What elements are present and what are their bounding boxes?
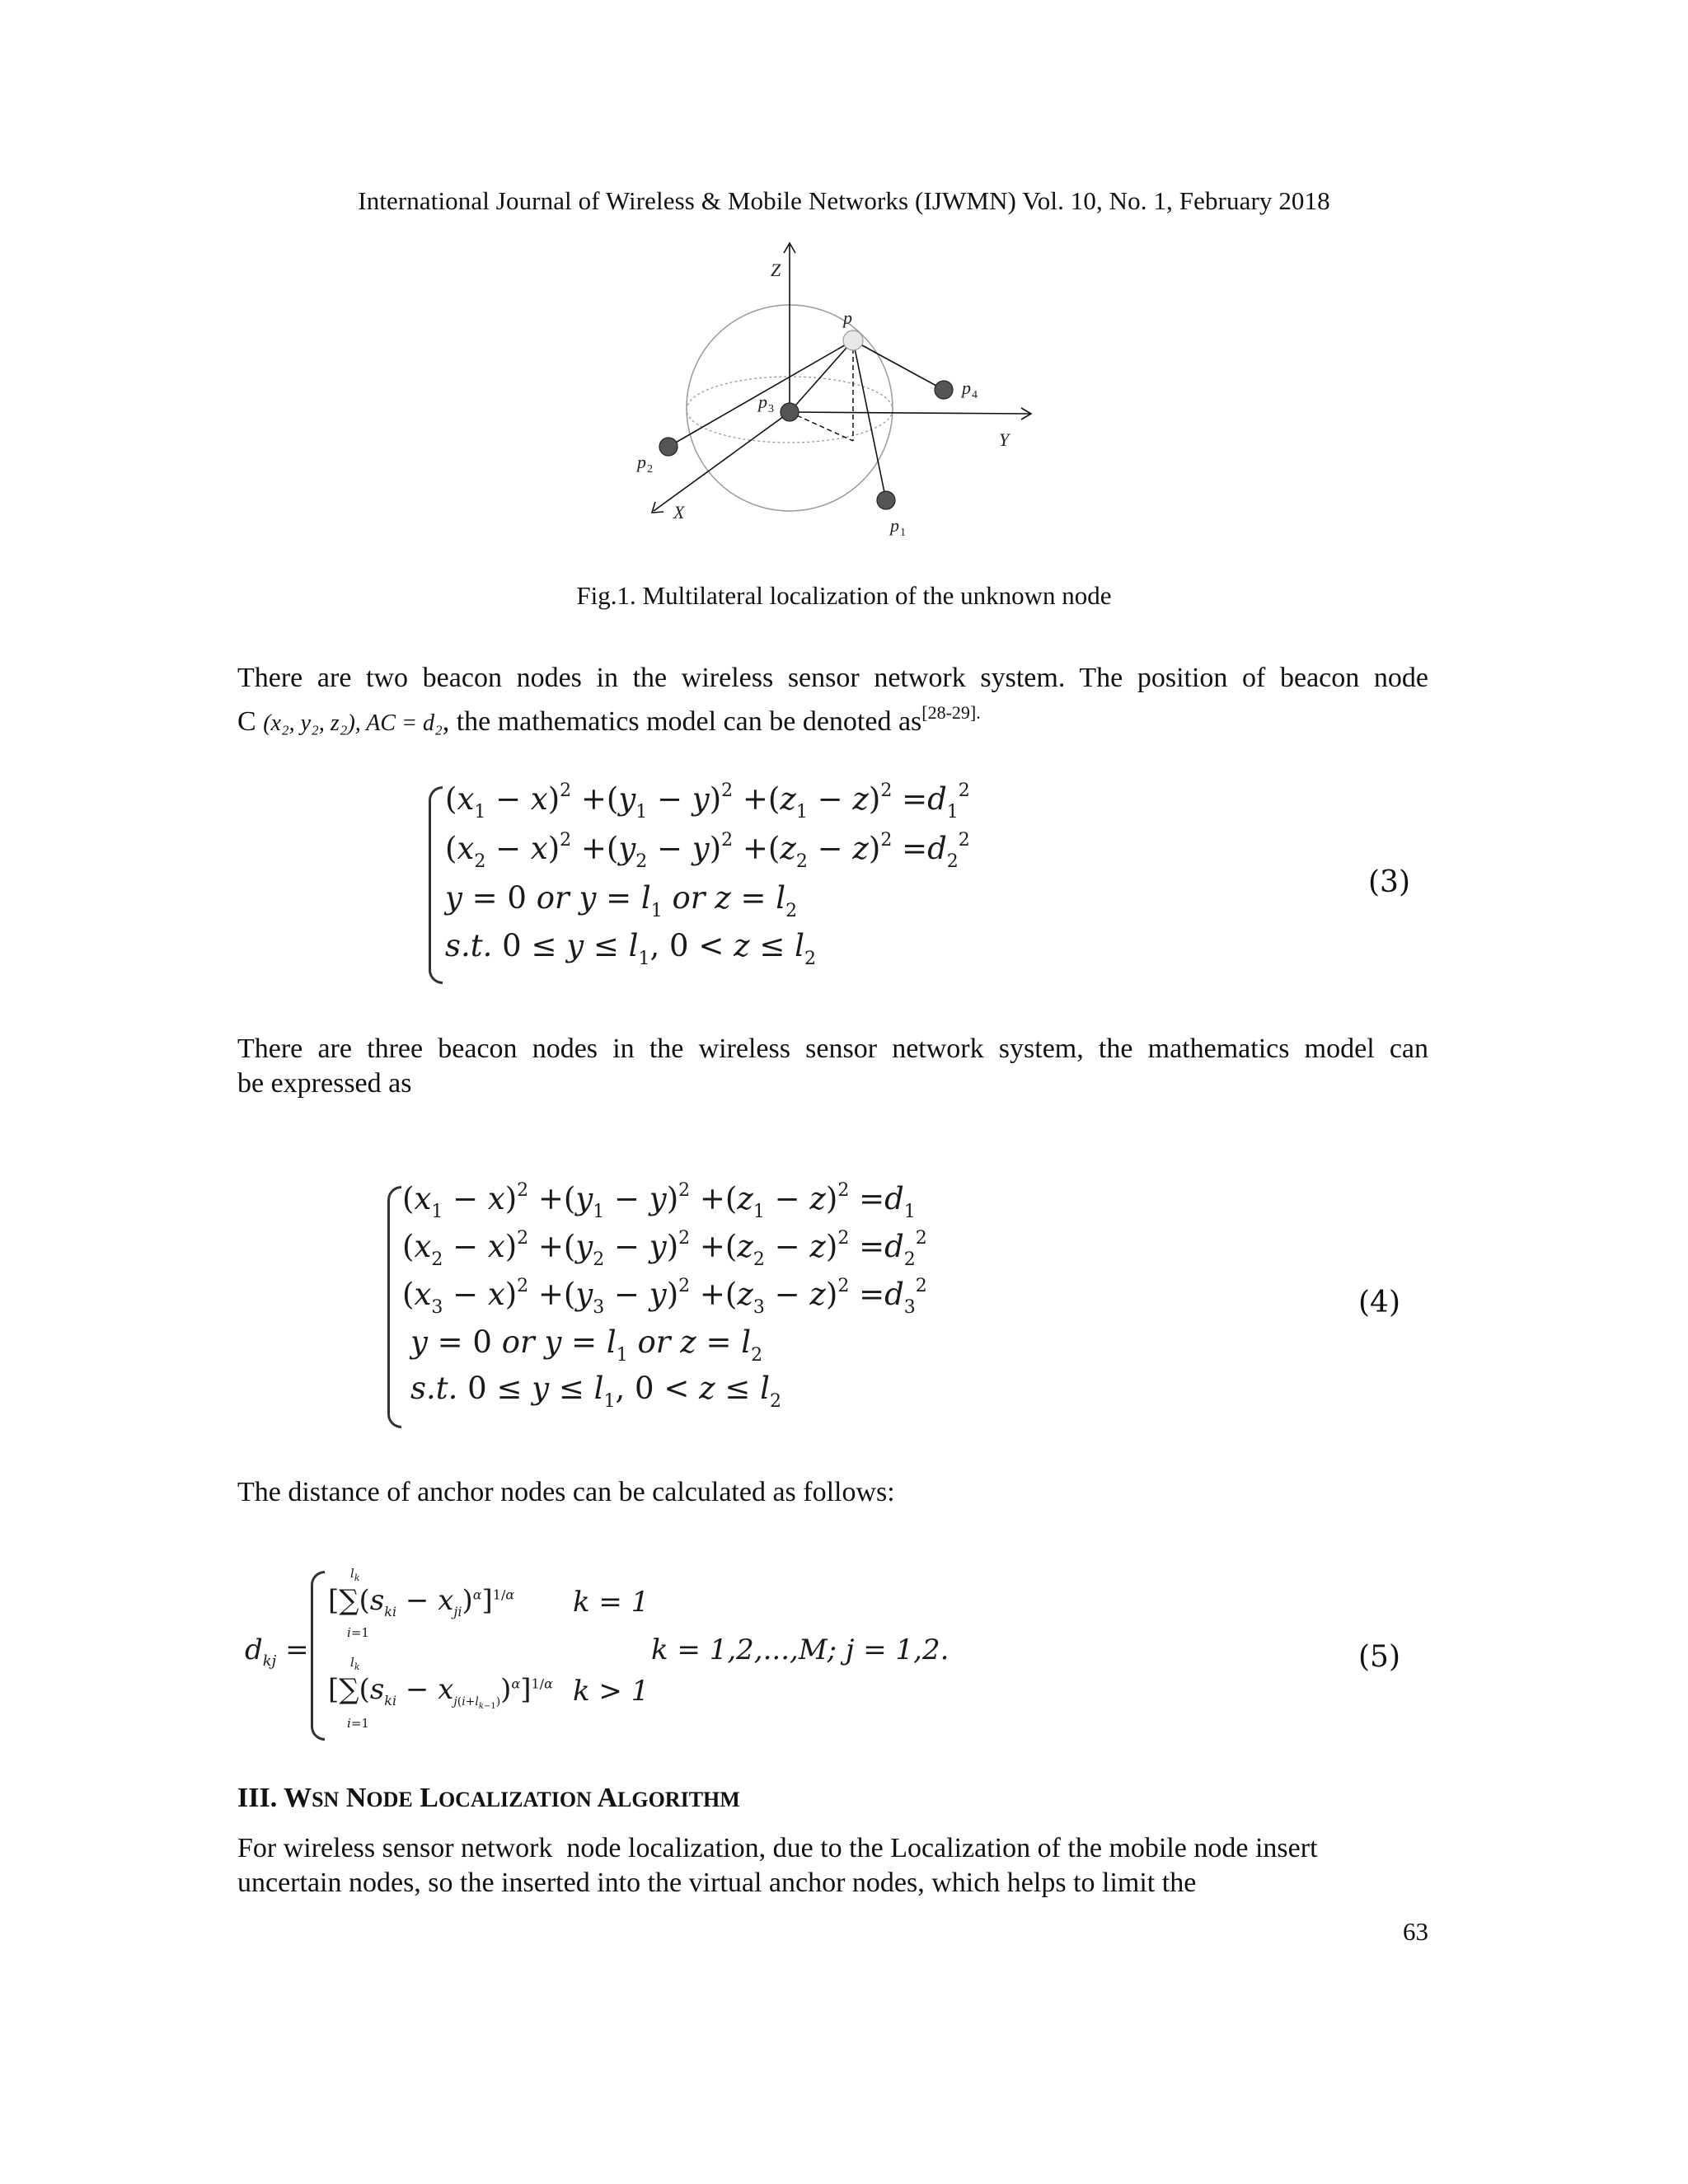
eq3-line-3: y = 0 or $y = l_1$ or $z = l_2$	[445, 880, 798, 921]
node-label-p4-base: p	[962, 377, 971, 398]
heading-cap: L	[420, 1783, 438, 1813]
paragraph-line: For wireless sensor network node localization, due to the Localization of the mobile node insert	[237, 1833, 1318, 1863]
heading-smallcaps: OCALIZATION	[438, 1788, 592, 1811]
heading-smallcaps: LGORITHM	[617, 1788, 740, 1811]
x-axis-line	[654, 412, 790, 511]
paragraph-line: There are two beacon nodes in the wireless sensor network system. The position of beacon node	[237, 663, 1428, 693]
eq5-range	[651, 1633, 949, 1666]
unknown-node-p	[843, 330, 863, 350]
math-coords: (x₂, y₂, z₂)	[263, 710, 355, 736]
eq5-cond-1-text: k = 1	[573, 1586, 649, 1619]
edge-p-p3	[790, 340, 853, 412]
eq5-cond-2-text: k > 1	[573, 1675, 649, 1708]
node-label-p4-sub: 4	[972, 389, 978, 401]
figure-1	[614, 235, 1051, 556]
eq3-line-2: $(x_2 - x)^2 +(y_2 - y)^2 +(z_2 - z)^2 =d_2^2$	[445, 830, 970, 872]
equation-5-number: (5)	[1358, 1640, 1400, 1674]
eq4-line-3: $(x_3 - x)^2 +(y_3 - y)^2 +(z_3 - z)^2 =d_3^2$	[402, 1276, 927, 1318]
node-label-p2-sub: 2	[647, 463, 653, 476]
heading-smallcaps: SN	[312, 1788, 340, 1811]
beacon-node-p2	[659, 438, 678, 456]
paragraph-distance: The distance of anchor nodes can be calculated as follows:	[237, 1477, 895, 1507]
edge-p-p4	[853, 340, 944, 390]
left-brace	[311, 1571, 325, 1741]
node-label-p: p	[843, 307, 852, 328]
eq5-cond-1	[573, 1586, 649, 1619]
paragraph-line: be expressed as	[237, 1068, 412, 1099]
running-header: International Journal of Wireless & Mobile Networks (IJWMN) Vol. 10, No. 1, February 2018	[358, 186, 1330, 215]
node-label-p3-base: p	[758, 391, 767, 412]
node-label-p3	[757, 391, 774, 415]
node-label-p1-base: p	[890, 515, 899, 536]
eq5-range-text: k = 1,2,...,M; j = 1,2.	[651, 1633, 950, 1666]
node-label-p4	[960, 377, 978, 401]
equation-3-number: (3)	[1368, 865, 1410, 899]
y-axis-label: Y	[999, 429, 1010, 450]
heading-cap: A	[597, 1783, 618, 1813]
citation: [28-29].	[921, 702, 981, 723]
node-label-p1	[889, 515, 906, 539]
heading-smallcaps: ODE	[366, 1788, 413, 1811]
paragraph-line: uncertain nodes, so the inserted into the virtual anchor nodes, which helps to limit the	[237, 1868, 1197, 1898]
node-label-p1-sub: 1	[900, 527, 906, 539]
text-model-denoted: , the mathematics model can be denoted as	[442, 706, 922, 737]
z-axis-label: Z	[771, 260, 781, 280]
eq5-cond-2	[573, 1675, 649, 1708]
beacon-node-p4	[935, 381, 953, 399]
y-axis-line	[790, 412, 1030, 414]
math-ac-eq: , AC = d₂	[354, 710, 443, 736]
paragraph-line: There are three beacon nodes in the wireless sensor network system, the mathematics model can	[237, 1033, 1428, 1064]
paragraph-two-beacons	[237, 661, 1428, 741]
equation-4	[387, 1180, 927, 1430]
left-brace	[387, 1186, 401, 1428]
heading-cap: N	[345, 1783, 367, 1813]
beacon-node-p1	[877, 491, 895, 509]
eq4-line-2: $(x_2 - x)^2 +(y_2 - y)^2 +(z_2 - z)^2 =d_2^2$	[402, 1228, 927, 1270]
beacon-node-p3	[781, 403, 799, 421]
eq3-line-1: $(x_1 - x)^2 +(y_1 - y)^2 +(z_1 - z)^2 =d_1^2$	[445, 780, 970, 823]
paragraph-line	[237, 696, 1428, 741]
paragraph-three-beacons	[237, 1032, 1428, 1101]
equation-3	[429, 780, 970, 985]
page-number: 63	[1403, 1917, 1428, 1946]
section-heading	[237, 1783, 740, 1814]
equation-5: $d_{kj}$ = $l_k$ $[\sum(s_{ki} - x_{ji})^\alpha]^{1/\alpha}$ i=1 k = 1 $l_k$ $[\sum(s_{ki} - x_{j(i+l_{k-1})})^\alpha]^{1/\alpha}$ i=1 k > 1 k = 1,2,...,M; j = 1,2.	[243, 1566, 903, 1743]
figure-caption: Fig.1. Multilateral localization of the unknown node	[576, 581, 1112, 610]
eq5-lhs: $d_{kj}$ =	[245, 1633, 309, 1670]
paragraph-localization-algorithm	[237, 1831, 1428, 1900]
section-numeral: III.	[237, 1783, 284, 1813]
left-brace	[429, 786, 443, 984]
localization-diagram	[614, 235, 1051, 556]
projection-horizontal	[790, 412, 853, 441]
text-c: C	[237, 706, 256, 737]
eq3-line-4: s.t. $0 \le y \le l_1$, $0 < z \le l_2$	[445, 928, 816, 969]
equation-4-number: (4)	[1358, 1286, 1400, 1319]
x-axis-label: X	[673, 502, 685, 523]
eq4-line-5: s.t. $0 \le y \le l_1$, $0 < z \le l_2$	[410, 1371, 781, 1412]
node-label-p2	[635, 452, 653, 476]
eq4-line-4: y = 0 or $y = l_1$ or $z = l_2$	[410, 1324, 763, 1366]
heading-cap: W	[284, 1783, 312, 1813]
node-label-p2-base: p	[637, 452, 646, 472]
eq4-line-1: $(x_1 - x)^2 +(y_1 - y)^2 +(z_1 - z)^2 =d_1$	[402, 1180, 916, 1222]
edge-p-p1	[853, 340, 886, 500]
node-label-p3-sub: 3	[768, 403, 774, 415]
